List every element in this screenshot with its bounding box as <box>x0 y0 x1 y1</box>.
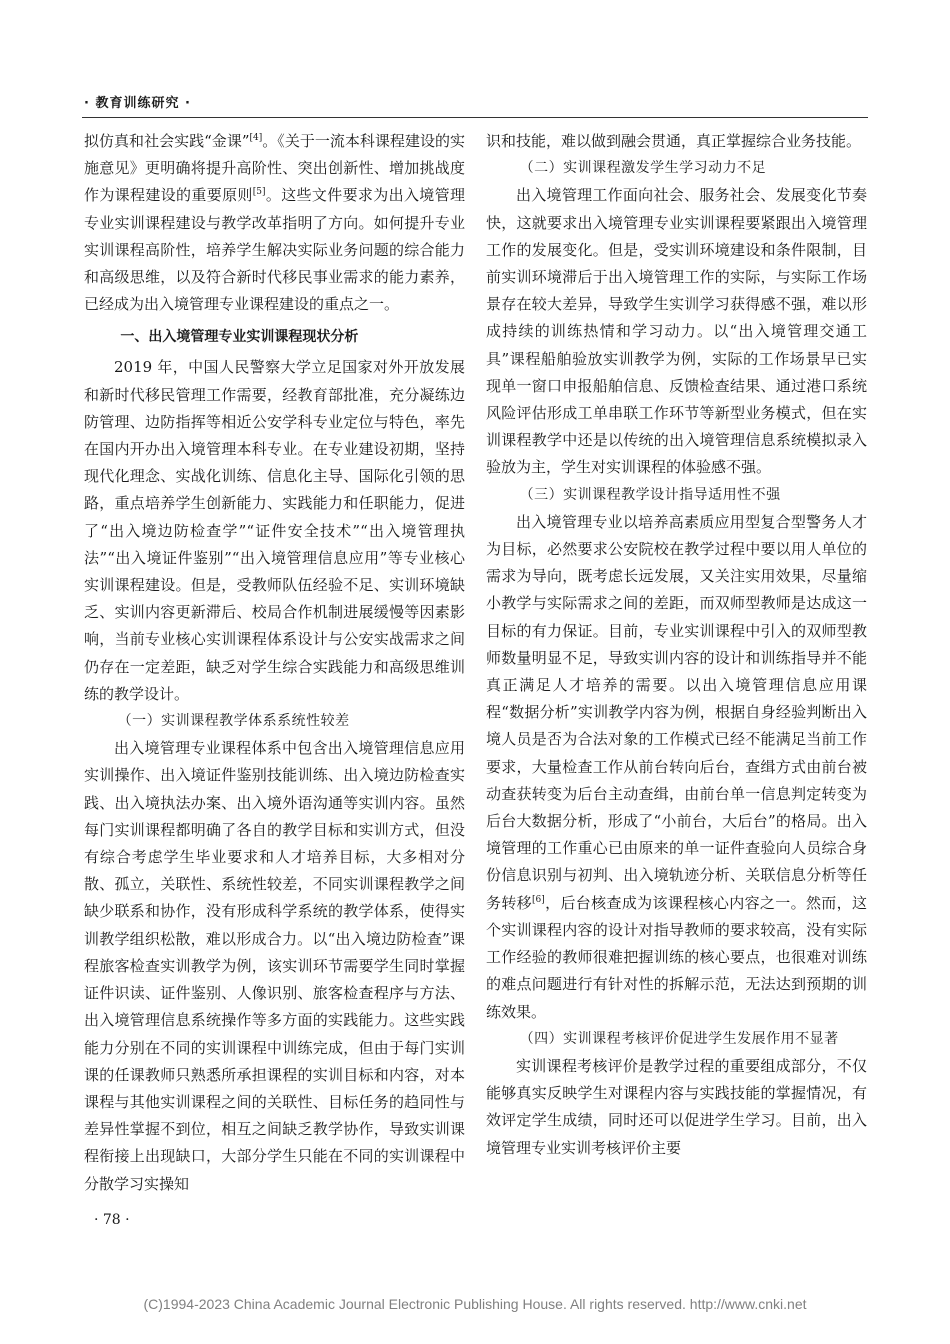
subsection-heading: （四）实训课程考核评价促进学生发展作用不显著 <box>519 1030 839 1047</box>
journal-section-header: · 教育训练研究 · <box>84 96 191 111</box>
citation-ref[interactable]: [5] <box>252 187 266 198</box>
paragraph: 拟仿真和社会实践“金课”[4]。《关于一流本科课程建设的实施意见》更明确将提升高阶性、突出创新性、增加挑战度作为课程建设的重要原则[5]。这些文件要求为出入境管理专业实训课程建设与教学改革指明了方向。如何提升专业实训课程高阶性，培养学生解决实际业务问题的综合能力和高级思维，以及符合新时代移民事业需求的能力素养，已经成为出入境管理专业课程建设的重点之一。 <box>84 132 465 314</box>
left-column <box>84 128 465 1198</box>
section-heading: 一、出入境管理专业实训课程现状分析 <box>120 329 359 346</box>
copyright-notice: (C)1994-2023 China Academic Journal Electronic Publishing House. All rights reserved. http://www.cnki.net <box>143 1296 807 1312</box>
subsection-heading: （二）实训课程激发学生学习动力不足 <box>519 160 767 177</box>
paragraph: 2019 年，中国人民警察大学立足国家对外开放发展和新时代移民管理工作需要，经教育部批准，充分凝练边防管理、边防指挥等相近公安学科专业定位与特色，率先在国内开办出入境管理本科专业。在专业建设初期，坚持现代化理念、实战化训练、信息化主导、国际化引领的思路，重点培养学生创新能力、实践能力和任职能力，促进了“出入境边防检查学”“证件安全技术”“出入境管理执法”“出入境证件鉴别”“出入境管理信息应用”等专业核心实训课程建设。但是，受教师队伍经验不足、实训环境缺乏、实训内容更新滞后、校局合作机制进展缓慢等因素影响，当前专业核心实训课程体系设计与公安实战需求之间仍存在一定差距，缺乏对学生综合实践能力和高级思维训练的教学设计。 <box>84 358 465 703</box>
citation-ref[interactable]: [6] <box>532 894 545 905</box>
citation-ref[interactable]: [4] <box>249 133 263 143</box>
paragraph: 出入境管理专业课程体系中包含出入境管理信息应用实训操作、出入境证件鉴别技能训练、出入境边防检查实践、出入境执法办案、出入境外语沟通等实训内容。虽然每门实训课程都明确了各自的教学目标和实训方式，但没有综合考虑学生毕业要求和人才培养目标，大多相对分散、孤立，关联性、系统性较差，不同实训课程教学之间缺少联系和协作，没有形成科学系统的教学体系，使得实训教学组织松散，难以形成合力。以“出入境边防检查”课程旅客检查实训教学为例，该实训环节需要学生同时掌握证件识读、证件鉴别、人像识别、旅客检查程序与方法、出入境管理信息系统操作等多方面的实践能力。这些实践能力分别在不同的实训课程中训练完成，但由于每门实训课的任课教师只熟悉所承担课程的实训目标和内容，对本课程与其他实训课程之间的关联性、目标任务的趋同性与差异性掌握不到位，相互之间缺乏教学协作，导致实训课程衔接上出现缺口，大部分学生只能在不同的实训课程中分散学习实操知 <box>84 739 465 1193</box>
page-number: · 78 · <box>94 1212 130 1228</box>
paragraph: 实训课程考核评价是教学过程的重要组成部分，不仅能够真实反映学生对课程内容与实践技能的掌握情况，有效评定学生成绩，同时还可以促进学生学习。目前，出入境管理专业实训考核评价主要 <box>486 1056 867 1157</box>
paragraph: 出入境管理专业以培养高素质应用型复合型警务人才为目标，必然要求公安院校在教学过程中要以用人单位的需求为导向，既考虑长远发展，又关注实用效果，尽量缩小教学与实际需求之间的差距，而双师型教师是达成这一目标的有力保证。目前，专业实训课程中引入的双师型教师数量明显不足，导致实训内容的设计和训练指导并不能真正满足人才培养的需要。以出入境管理信息应用课程“数据分析”实训教学内容为例，根据自身经验判断出入境人员是否为合法对象的工作模式已经不能满足当前工作要求，大量检查工作从前台转向后台，查缉方式由前台被动查获转变为后台主动查缉，由前台单一信息判定转变为后台大数据分析，形成了“小前台，大后台”的格局。出入境管理的工作重心已由原来的单一证件查验向人员综合身份信息识别与初判、出入境轨迹分析、关联信息分析等任务转移[6]，后台核查成为该课程核心内容之一。然而，这个实训课程内容的设计对指导教师的要求较高，没有实际工作经验的教师很难把握训练的核心要点，也很难对训练的难点问题进行有针对性的拆解示范，无法达到预期的训练效果。 <box>486 512 867 1021</box>
subsection-heading: （一）实训课程教学体系系统性较差 <box>117 713 350 730</box>
right-column <box>486 128 867 1162</box>
paragraph: 出入境管理工作面向社会、服务社会、发展变化节奏快，这就要求出入境管理专业实训课程要紧跟出入境管理工作的发展变化。但是，受实训环境建设和条件限制，目前实训环境滞后于出入境管理工作的实际，与实际工作场景存在较大差异，导致学生实训学习获得感不强，难以形成持续的训练热情和学习动力。以“出入境管理交通工具”课程船舶验放实训教学为例，实际的工作场景早已实现单一窗口申报船舶信息、反馈检查结果、通过港口系统风险评估形成工单串联工作环节等新型业务模式，但在实训课程教学中还是以传统的出入境管理信息系统模拟录入验放为主，学生对实训课程的体验感不强。 <box>486 186 867 477</box>
subsection-heading: （三）实训课程教学设计指导适用性不强 <box>519 486 781 503</box>
paragraph: 识和技能，难以做到融会贯通，真正掌握综合业务技能。 <box>486 132 862 150</box>
header-divider <box>82 117 868 118</box>
